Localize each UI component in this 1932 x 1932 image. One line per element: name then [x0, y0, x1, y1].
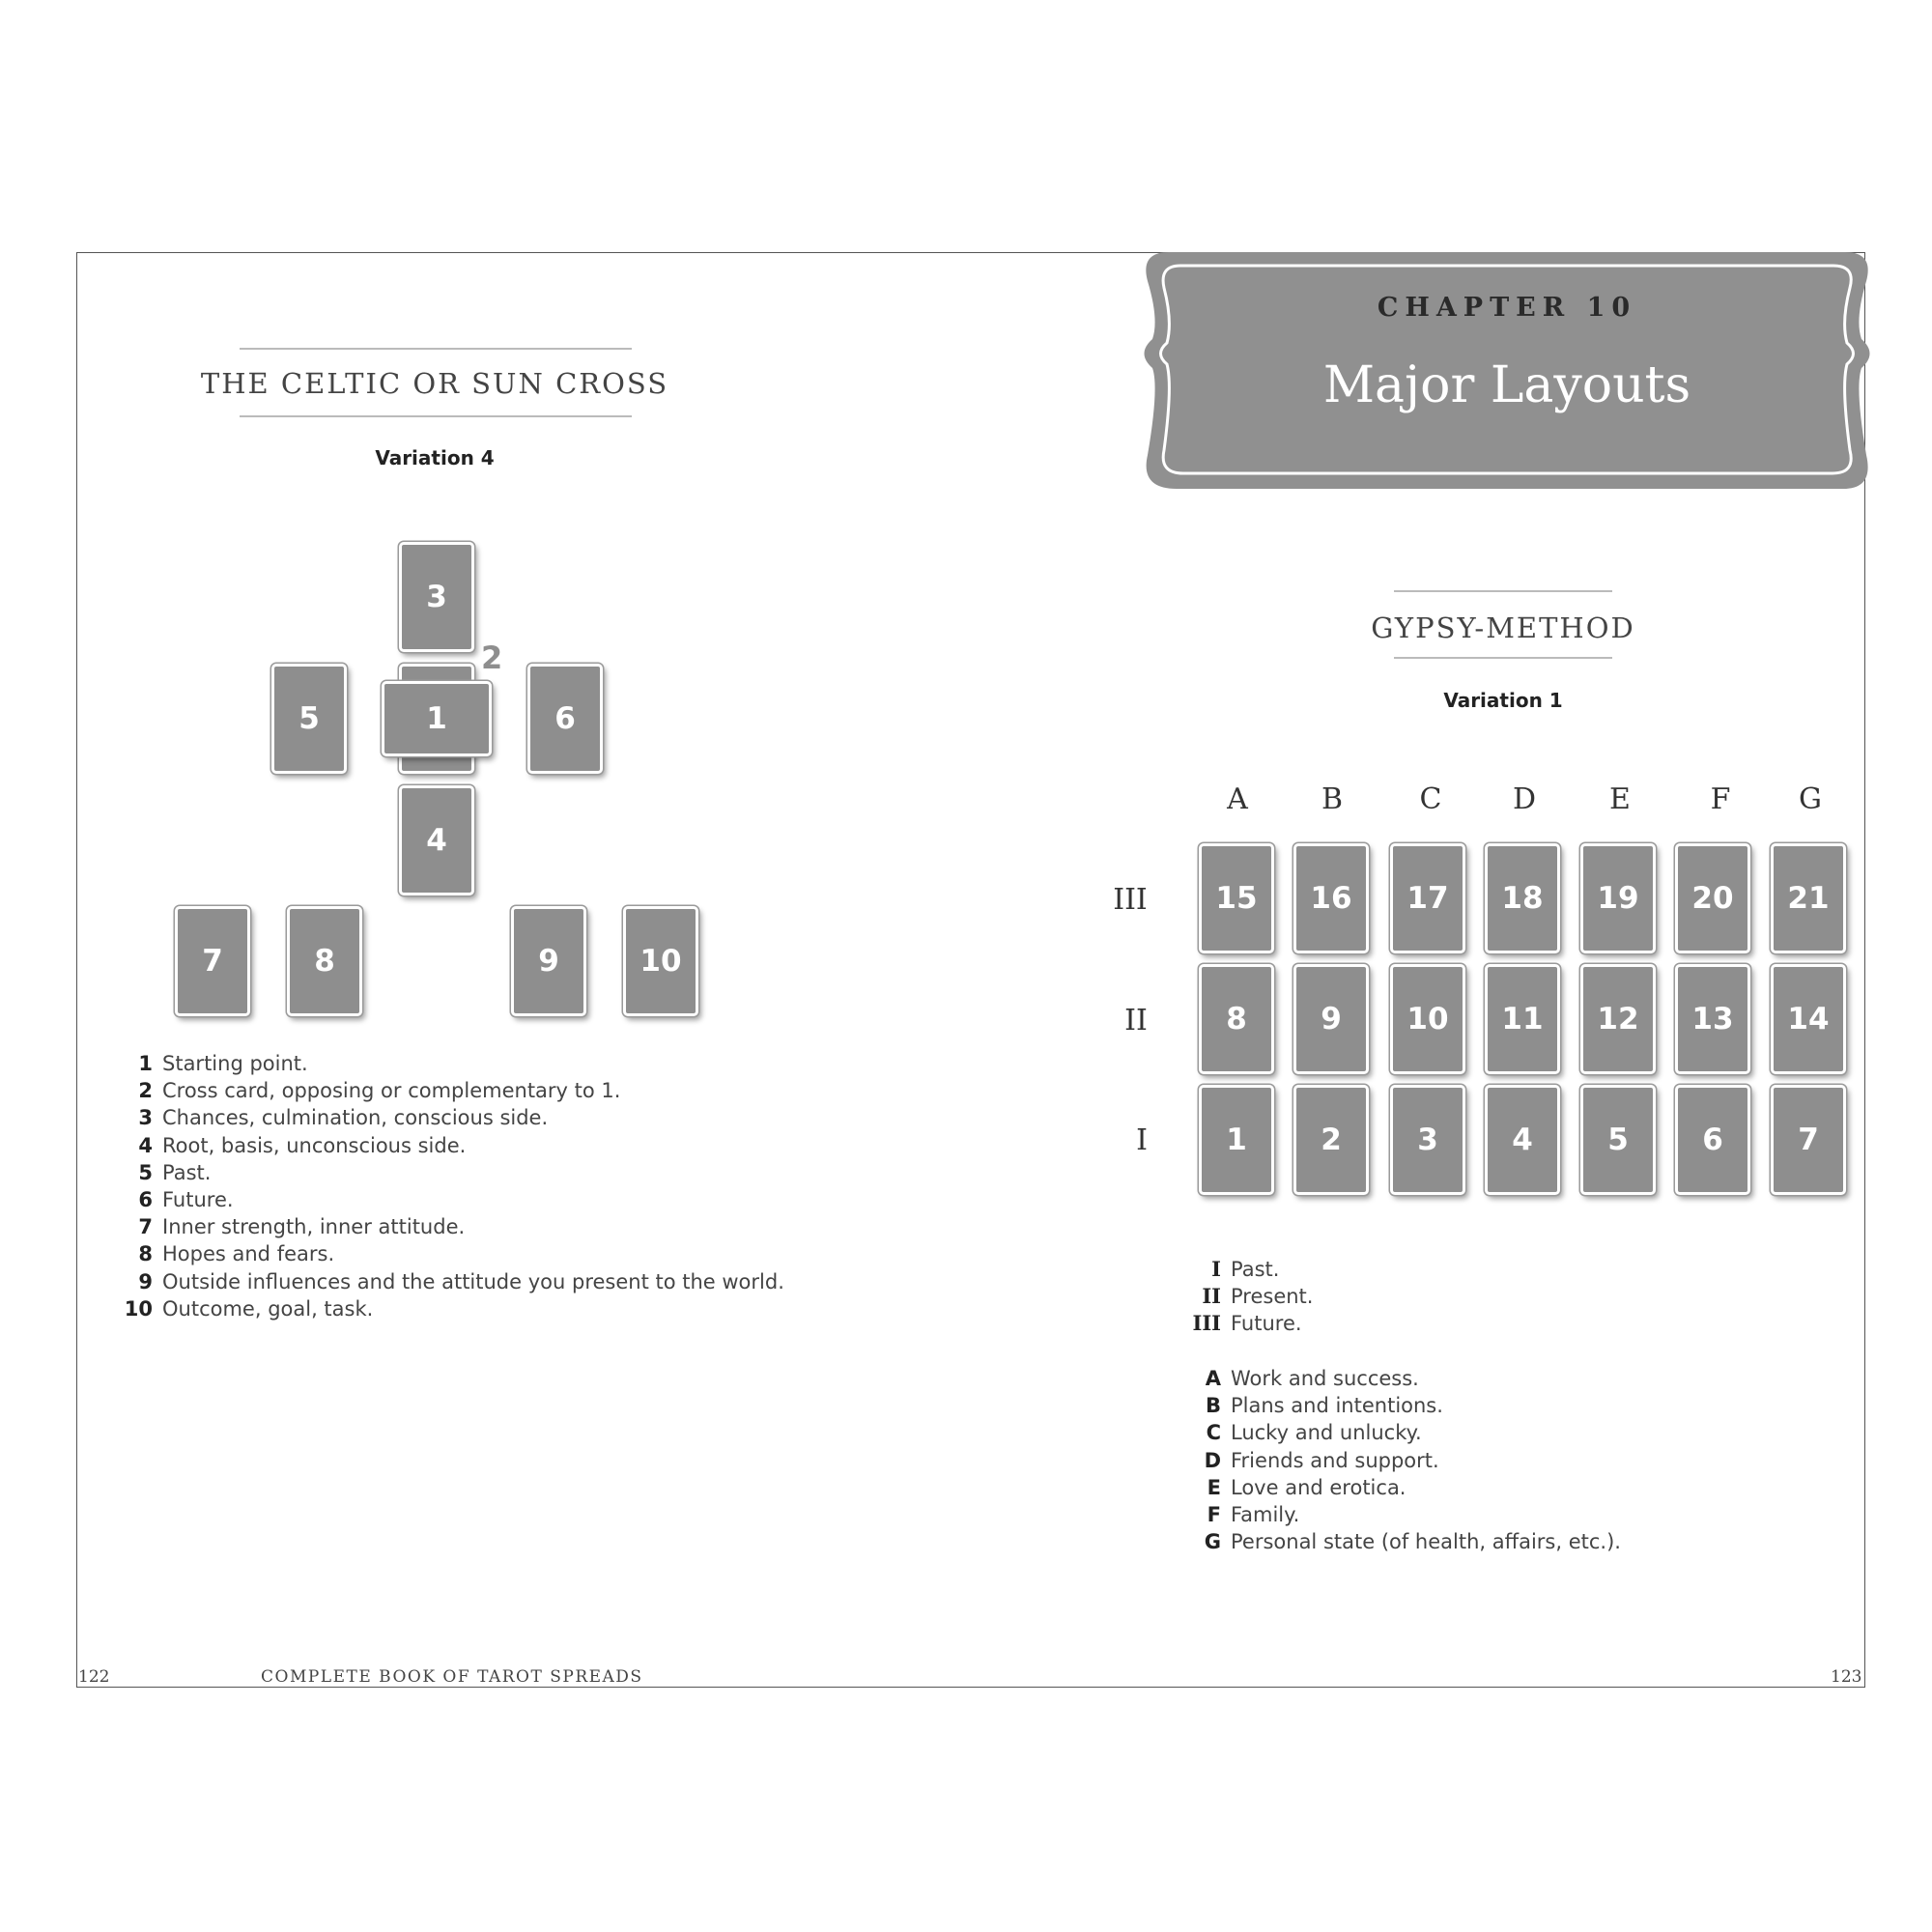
variation-label-left: Variation 4 [375, 446, 495, 469]
legend-item: 8 Hopes and fears. [138, 1242, 335, 1266]
page-number-left: 122 [78, 1667, 110, 1687]
gypsy-card: 4 [1485, 1085, 1560, 1195]
celtic-card-7: 7 [175, 906, 250, 1016]
column-label-g: G [1799, 782, 1822, 816]
column-label-f: F [1710, 782, 1731, 816]
column-label-b: B [1321, 782, 1344, 816]
cross-card-marker: 2 [481, 639, 503, 676]
legend-item: 7 Inner strength, inner attitude. [138, 1215, 466, 1239]
celtic-card-6: 6 [527, 664, 603, 774]
celtic-card-8: 8 [287, 906, 362, 1016]
section-title-gypsy: GYPSY-METHOD [1371, 611, 1635, 644]
gypsy-card: 20 [1675, 843, 1750, 953]
title-rule-top [240, 348, 632, 350]
legend-item: 4 Root, basis, unconscious side. [138, 1133, 467, 1157]
legend-item: G Personal state (of health, affairs, etc.). [1204, 1530, 1621, 1554]
legend-item: 1 Starting point. [138, 1052, 308, 1075]
celtic-card-3: 3 [399, 542, 474, 652]
chapter-title: Major Layouts [1322, 356, 1691, 414]
legend-item: I Past. [1211, 1257, 1280, 1281]
celtic-card-9: 9 [511, 906, 586, 1016]
gypsy-card: 14 [1771, 964, 1846, 1074]
celtic-legend [124, 1050, 784, 1322]
column-label-c: C [1419, 782, 1442, 816]
gypsy-card: 7 [1771, 1085, 1846, 1195]
celtic-card-1: 1 [382, 681, 492, 756]
page-number-right: 123 [1831, 1667, 1862, 1687]
legend-item: E Love and erotica. [1207, 1475, 1406, 1499]
gypsy-card: 2 [1293, 1085, 1369, 1195]
column-legend [1187, 1365, 1621, 1555]
gypsy-card: 3 [1390, 1085, 1465, 1195]
legend-item: 3 Chances, culmination, conscious side. [138, 1106, 549, 1130]
gypsy-card: 11 [1485, 964, 1560, 1074]
title-rule-bottom [240, 415, 632, 417]
column-label-a: A [1227, 782, 1248, 816]
gypsy-rule-top [1394, 590, 1612, 592]
gypsy-card: 12 [1580, 964, 1656, 1074]
column-label-e: E [1609, 782, 1631, 816]
gypsy-card: 19 [1580, 843, 1656, 953]
gypsy-card: 18 [1485, 843, 1560, 953]
legend-item: 2 Cross card, opposing or complementary to 1. [138, 1079, 621, 1103]
running-head: COMPLETE BOOK OF TAROT SPREADS [261, 1667, 643, 1687]
celtic-card-4: 4 [399, 785, 474, 895]
celtic-card-10: 10 [623, 906, 698, 1016]
variation-label-right: Variation 1 [1443, 689, 1563, 712]
gypsy-card: 21 [1771, 843, 1846, 953]
legend-item: 5 Past. [138, 1160, 212, 1184]
section-title-celtic: THE CELTIC OR SUN CROSS [200, 367, 669, 400]
row-legend [1187, 1256, 1313, 1338]
column-label-d: D [1512, 782, 1537, 816]
legend-item: 10 Outcome, goal, task. [124, 1296, 374, 1321]
legend-item: B Plans and intentions. [1205, 1394, 1443, 1418]
legend-item: F Family. [1207, 1503, 1300, 1527]
gypsy-card: 17 [1390, 843, 1465, 953]
row-label-iii: III [1113, 883, 1148, 917]
legend-item: III Future. [1192, 1311, 1302, 1336]
gypsy-card: 8 [1199, 964, 1274, 1074]
gypsy-card: 1 [1199, 1085, 1274, 1195]
chapter-banner [1140, 252, 1874, 494]
legend-item: C Lucky and unlucky. [1206, 1421, 1422, 1445]
legend-item: 6 Future. [138, 1188, 234, 1212]
gypsy-card: 13 [1675, 964, 1750, 1074]
legend-item: II Present. [1202, 1284, 1314, 1309]
legend-item: A Work and success. [1205, 1367, 1419, 1390]
gypsy-rule-bottom [1394, 657, 1612, 659]
gypsy-card: 10 [1390, 964, 1465, 1074]
gypsy-card: 5 [1580, 1085, 1656, 1195]
chapter-label: CHAPTER 10 [1377, 293, 1637, 323]
legend-item: 9 Outside influences and the attitude you present to the world. [138, 1269, 784, 1293]
legend-item: D Friends and support. [1204, 1448, 1439, 1472]
gypsy-card: 15 [1199, 843, 1274, 953]
gypsy-card: 16 [1293, 843, 1369, 953]
row-label-i: I [1136, 1123, 1148, 1157]
celtic-card-5: 5 [271, 664, 347, 774]
gypsy-card: 6 [1675, 1085, 1750, 1195]
gypsy-card: 9 [1293, 964, 1369, 1074]
row-label-ii: II [1124, 1004, 1148, 1037]
